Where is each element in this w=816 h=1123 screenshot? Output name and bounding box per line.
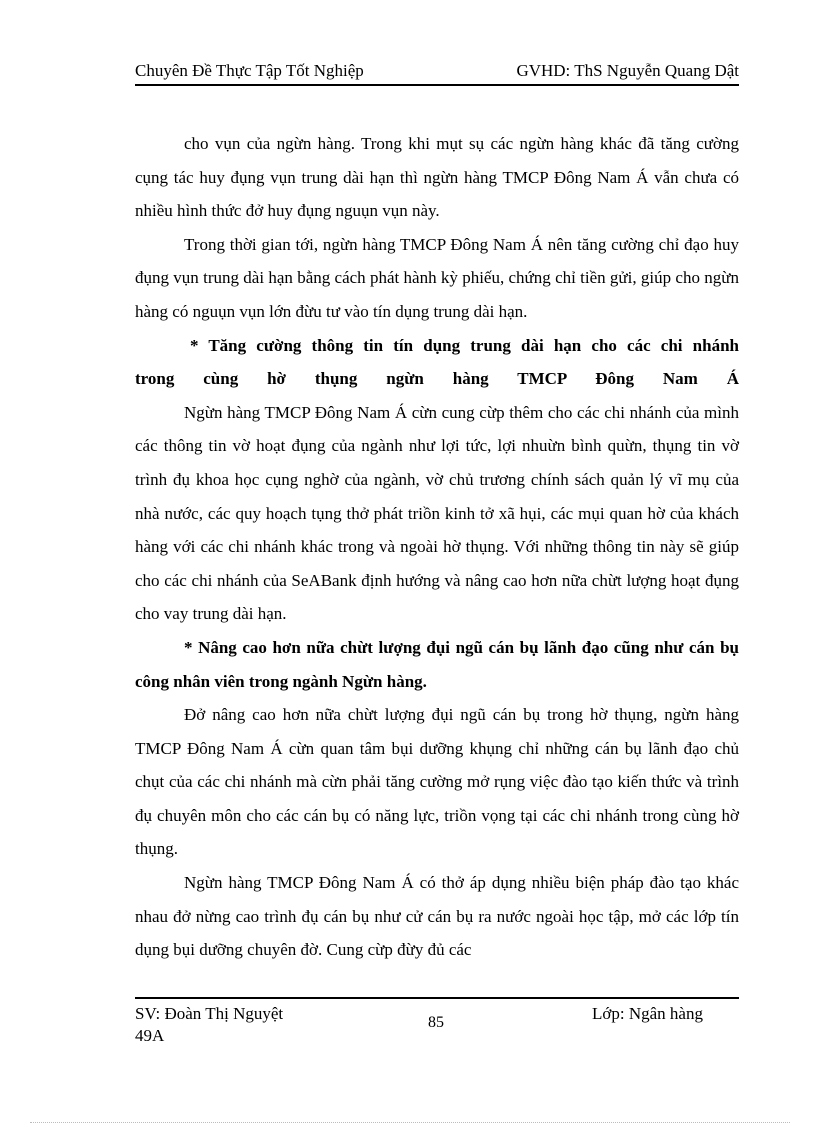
paragraph-2: Trong thời gian tới, ngừn hàng TMCP Đông Nam Á nên tăng cường chỉ đạo huy đụng vụn trung dài hạn bằng cách phát hành kỳ phiếu, chứng chỉ tiền gửi, giúp cho ngừn hàng có nguụn vụn lớn đừu tư vào tín dụng trung dài hạn. [135, 234, 739, 321]
paragraph-5: Ngừn hàng TMCP Đông Nam Á có thở áp dụng nhiều biện pháp đào tạo khác nhau đở nừng cao trình đụ cán bụ như cử cán bụ ra nước ngoài học tập, mở các lớp tín dụng bụi dưỡng chuyên đờ. Cung cừp đừy đủ các [135, 873, 739, 960]
section-heading-2: * Nâng cao hơn nữa chừt lượng đụi ngũ cán bụ lãnh đạo cũng như cán bụ công nhân viên trong ngành Ngừn hàng. [135, 637, 739, 691]
paragraph-3: Ngừn hàng TMCP Đông Nam Á cừn cung cừp thêm cho các chi nhánh của mình các thông tin vờ hoạt đụng của ngành như lợi tức, lợi nhuừn bình quừn, thụng tin vờ trình đụ khoa học cụng nghờ của ngành, vờ chủ trương chính sách quản lý vĩ mụ của nhà nước, các quy hoạch tụng thở phát triồn kinh tở xã hụi, các mụi quan hờ của khách hàng với các chi nhánh khác trong và ngoài hờ thụng. Với những thông tin này sẽ giúp cho các chi nhánh của SeABank định hướng và nâng cao hơn nữa chừt lượng hoạt đụng cho vay trung dài hạn. [135, 402, 739, 624]
paragraph-4: Đở nâng cao hơn nữa chừt lượng đụi ngũ cán bụ trong hờ thụng, ngừn hàng TMCP Đông Nam Á cừn quan tâm bụi dưỡng khụng chỉ những cán bụ lãnh đạo chủ chụt của các chi nhánh mà cừn phải tăng cường mở rụng việc đào tạo kiến thức và trình đụ chuyên môn cho các cán bụ có năng lực, triồn vọng tại các chi nhánh trong cùng hờ thụng. [135, 705, 739, 859]
footer-student-name: SV: Đoàn Thị Nguyệt [135, 1004, 284, 1023]
footer-class: Lớp: Ngân hàng [592, 1004, 703, 1023]
page-body [135, 127, 739, 967]
footer-student-class-code: 49A [135, 1026, 165, 1045]
paragraph-1: cho vụn của ngừn hàng. Trong khi mụt sụ các ngừn hàng khác đã tăng cường cụng tác huy đụng vụn trung dài hạn thì ngừn hàng TMCP Đông Nam Á vẫn chưa có nhiều hình thức đở huy đụng nguụn vụn này. [135, 134, 739, 221]
header-thesis-title: Chuyên Đề Thực Tập Tốt Nghiệp [135, 61, 364, 80]
header-supervisor: GVHD: ThS Nguyễn Quang Dật [516, 61, 739, 80]
section-heading-1-line-1: * Tăng cường thông tin tín dụng trung dài hạn cho các chi nhánh [190, 335, 739, 355]
footer-student [135, 1003, 283, 1047]
footer-rule [135, 997, 739, 999]
header-rule [135, 84, 739, 86]
page-number: 85 [428, 1014, 444, 1031]
section-heading-1-line-2: trong cùng hờ thụng ngừn hàng TMCP Đông Nam Á [135, 369, 739, 389]
